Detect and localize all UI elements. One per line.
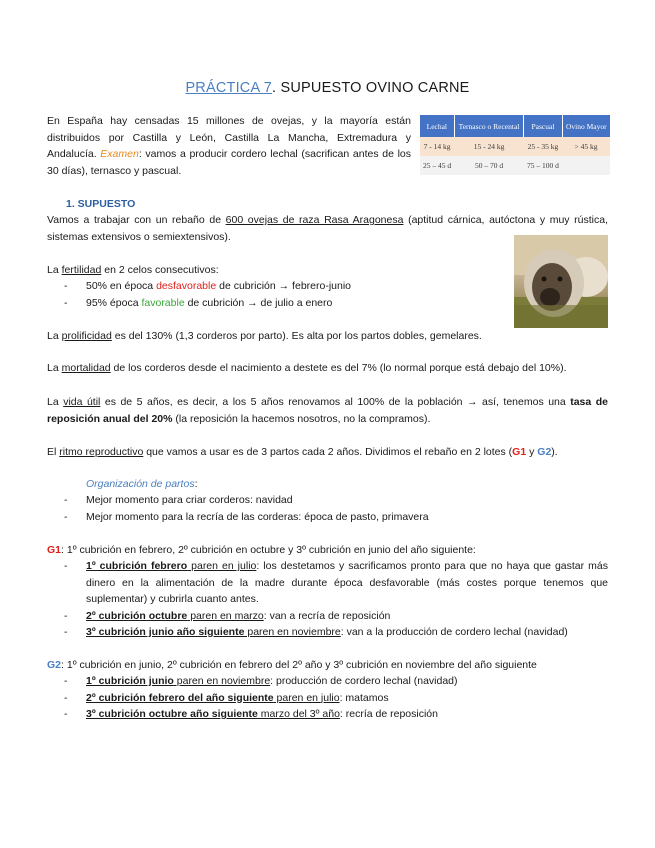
table-cell: 25 – 45 d bbox=[420, 156, 454, 175]
ritmo-text-c: ). bbox=[551, 446, 558, 458]
g1-label: G1 bbox=[512, 446, 527, 458]
table-cell: 7 - 14 kg bbox=[420, 137, 454, 156]
item-bold: 3º cubrición octubre año siguiente bbox=[86, 708, 258, 720]
table-header: Ovino Mayor bbox=[562, 115, 610, 137]
organizacion-colon: : bbox=[194, 478, 198, 490]
fertilidad-text-b: en 2 celos consecutivos: bbox=[101, 264, 219, 276]
dash: - bbox=[64, 708, 68, 720]
dash: - bbox=[64, 691, 68, 704]
vida-bold: tasa de reposición anual del 20% bbox=[47, 396, 608, 425]
rebano-text-b: (aptitud cárnica, autóctona y muy rústica, sistemas extensivos o semiextensivos). bbox=[47, 214, 608, 243]
g1-list bbox=[64, 558, 608, 641]
item-text: : van a la producción de cordero lechal (navidad) bbox=[340, 626, 568, 638]
dash: - bbox=[64, 626, 68, 638]
intro-paragraph bbox=[47, 113, 411, 179]
table-header: Ternasco o Recental bbox=[454, 115, 524, 137]
item-text: : recría de reposición bbox=[339, 708, 438, 720]
rebano-text-a: Vamos a trabajar con un rebaño de bbox=[47, 214, 226, 226]
item-underline: marzo del 3º año bbox=[257, 708, 340, 720]
dash: - bbox=[64, 675, 68, 687]
rebano-underline: 600 ovejas de raza Rasa Aragonesa bbox=[225, 214, 404, 226]
item-bold: 1º cubrición febrero bbox=[86, 560, 188, 572]
title-link[interactable]: PRÁCTICA 7 bbox=[185, 80, 273, 96]
fertilidad-underline: fertilidad bbox=[61, 264, 102, 276]
g2-intro: : 1º cubrición en junio, 2º cubrición en febrero del 2º año y 3º cubrición en noviembre del año siguiente bbox=[61, 659, 537, 671]
list-item bbox=[64, 608, 608, 625]
dash: - bbox=[64, 510, 68, 523]
ritmo-text-b: que vamos a usar es de 3 partos cada 2 años. Dividimos el rebaño en 2 lotes ( bbox=[143, 446, 513, 458]
ritmo-paragraph bbox=[47, 444, 558, 461]
mortalidad-text-a: La bbox=[47, 362, 62, 374]
section-heading: 1. SUPUESTO bbox=[66, 198, 136, 210]
dash: - bbox=[64, 296, 68, 309]
dash: - bbox=[64, 609, 68, 622]
table-row bbox=[420, 137, 610, 156]
dash: - bbox=[64, 494, 68, 506]
item-text: 95% época bbox=[86, 296, 142, 309]
table-cell: 50 – 70 d bbox=[454, 156, 524, 175]
intro-text-1: En España hay censadas 15 millones de ovejas, y la mayoría están distribuidos por Castilla y León, Castilla La Mancha, Extremadura y Andalucía. bbox=[47, 115, 411, 160]
prolificidad-underline: prolificidad bbox=[61, 330, 112, 342]
organizacion-list bbox=[64, 492, 429, 525]
vida-paragraph bbox=[47, 394, 608, 427]
item-bold: 2º cubrición octubre bbox=[86, 609, 188, 622]
sheep-photo bbox=[514, 235, 608, 328]
g1-heading bbox=[47, 542, 476, 559]
table-header: Lechal bbox=[420, 115, 454, 137]
prolificidad-text-b: es del 130% (1,3 corderos por parto). Es alta por los partos dobles, gemelares. bbox=[111, 330, 482, 342]
mortalidad-paragraph bbox=[47, 360, 567, 377]
table-header: Pascual bbox=[524, 115, 562, 137]
list-item bbox=[64, 624, 608, 641]
item-text: 50% en época bbox=[86, 280, 157, 292]
ritmo-underline: ritmo reproductivo bbox=[59, 446, 144, 458]
item-text: : los destetamos y sacrificamos pronto para que no haya que gastar más dinero en la alimentación de la madre durante época desfavorable (más costes porque tenemos que suplementar) y cubrirla cuanto antes. bbox=[86, 560, 608, 605]
table-cell: > 45 kg bbox=[562, 137, 610, 156]
item-text: : van a recría de reposición bbox=[263, 609, 391, 622]
table-cell bbox=[562, 156, 610, 175]
vida-underline: vida útil bbox=[63, 396, 101, 408]
prolificidad-paragraph bbox=[47, 328, 482, 345]
item-text: : producción de cordero lechal (navidad) bbox=[270, 675, 458, 687]
item-bold: 2º cubrición febrero del año siguiente bbox=[86, 691, 274, 704]
item-bold: 3º cubrición junio año siguiente bbox=[86, 626, 245, 638]
item-underline: paren en noviembre bbox=[173, 675, 271, 687]
g2-heading-label: G2 bbox=[47, 659, 62, 671]
item-text: de cubrición → de julio a enero bbox=[184, 296, 333, 309]
fertilidad-list bbox=[64, 278, 352, 311]
vida-text-c: (la reposición la hacemos nosotros, no la compramos). bbox=[172, 412, 431, 425]
list-item bbox=[64, 509, 429, 526]
list-item bbox=[64, 295, 351, 312]
favorable-word: favorable bbox=[141, 296, 185, 309]
list-item bbox=[64, 492, 429, 509]
g2-list bbox=[64, 673, 608, 723]
table-cell: 75 – 100 d bbox=[524, 156, 562, 175]
title-rest: . SUPUESTO OVINO CARNE bbox=[272, 80, 470, 96]
item-bold: 1º cubrición junio bbox=[86, 675, 174, 687]
item-text: : matamos bbox=[339, 691, 389, 704]
organizacion-title: Organización de partos bbox=[86, 478, 195, 490]
g2-label: G2 bbox=[537, 446, 552, 458]
item-underline: paren en marzo bbox=[187, 609, 264, 622]
g1-heading-label: G1 bbox=[47, 544, 62, 556]
list-item bbox=[64, 558, 608, 608]
intro-text-2: : vamos a producir cordero lechal (sacrifican antes de los 30 días), ternasco y pascual. bbox=[47, 148, 411, 177]
table-cell: 25 - 35 kg bbox=[524, 137, 562, 156]
list-item bbox=[64, 278, 352, 295]
vida-text-b: es de 5 años, es decir, a los 5 años renovamos al 100% de la población → así, tenemos una bbox=[100, 396, 571, 408]
g2-heading bbox=[47, 657, 537, 674]
weight-table bbox=[420, 115, 610, 175]
fertilidad-text-a: La bbox=[47, 264, 62, 276]
mortalidad-text-b: de los corderos desde el nacimiento a destete es del 7% (lo normal porque está debajo del 10%). bbox=[110, 362, 567, 374]
mortalidad-underline: mortalidad bbox=[61, 362, 111, 374]
fertilidad-heading bbox=[47, 262, 219, 279]
item-text: Mejor momento para criar corderos: navidad bbox=[86, 494, 293, 506]
item-text: Mejor momento para la recría de las corderas: época de pasto, primavera bbox=[86, 510, 429, 523]
list-item bbox=[64, 706, 608, 723]
g1-intro: : 1º cubrición en febrero, 2º cubrición en octubre y 3º cubrición en junio del año siguiente: bbox=[61, 544, 476, 556]
vida-text-a: La bbox=[47, 396, 64, 408]
ritmo-y: y bbox=[526, 446, 538, 458]
list-item bbox=[64, 673, 608, 690]
dash: - bbox=[64, 560, 68, 572]
desfavorable-word: desfavorable bbox=[156, 280, 217, 292]
organizacion-heading bbox=[86, 476, 198, 493]
item-underline: paren en julio bbox=[273, 691, 340, 704]
item-underline: paren en noviembre bbox=[244, 626, 341, 638]
examen-label: Examen bbox=[100, 148, 139, 160]
table-cell: 15 - 24 kg bbox=[454, 137, 524, 156]
item-underline: paren en julio bbox=[187, 560, 257, 572]
list-item bbox=[64, 690, 608, 707]
page-title bbox=[0, 78, 655, 98]
prolificidad-text-a: La bbox=[47, 330, 62, 342]
table-row bbox=[420, 156, 610, 175]
dash: - bbox=[64, 280, 68, 292]
item-text: de cubrición → febrero-junio bbox=[216, 280, 352, 292]
sheep-image bbox=[514, 235, 608, 328]
ritmo-text-a: El bbox=[47, 446, 60, 458]
